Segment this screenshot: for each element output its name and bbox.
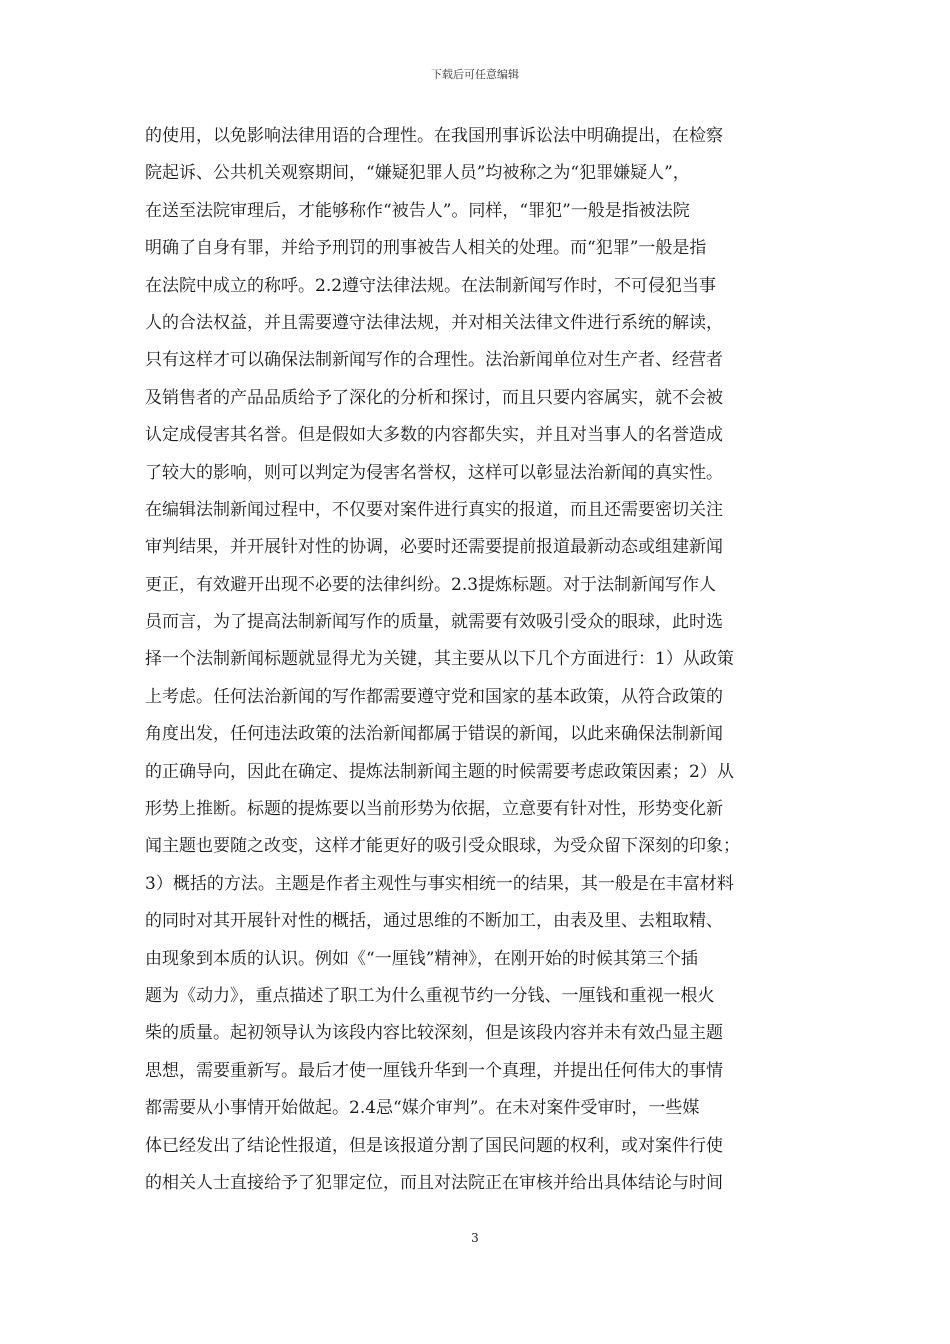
body-text xyxy=(145,118,809,1202)
text-line: 的同时对其开展针对性的概括，通过思维的不断加工，由表及里、去粗取精、 xyxy=(145,911,723,932)
text-line: 闻主题也要随之改变，这样才能更好的吸引受众眼球，为受众留下深刻的印象； xyxy=(145,836,740,857)
text-line: 形势上推断。标题的提炼要以当前形势为依据，立意要有针对性，形势变化新 xyxy=(145,799,723,820)
text-line: 上考虑。任何法治新闻的写作都需要遵守党和国家的基本政策，从符合政策的 xyxy=(145,686,723,707)
text-line: 题为《动力》，重点描述了职工为什么重视节约一分钱、一厘钱和重视一根火 xyxy=(145,985,715,1006)
text-line: 思想，需要重新写。最后才使一厘钱升华到一个真理，并提出任何伟大的事情 xyxy=(145,1060,723,1081)
text-line: 3）概括的方法。主题是作者主观性与事实相统一的结果，其一般是在丰富材料 xyxy=(145,873,734,894)
text-line: 在编辑法制新闻过程中，不仅要对案件进行真实的报道，而且还需要密切关注 xyxy=(145,499,723,520)
text-line: 的相关人士直接给予了犯罪定位，而且对法院正在审核并给出具体结论与时间 xyxy=(145,1172,723,1193)
text-line: 柴的质量。起初领导认为该段内容比较深刻，但是该段内容并未有效凸显主题 xyxy=(145,1023,723,1044)
text-line: 择一个法制新闻标题就显得尤为关键，其主要从以下几个方面进行：1）从政策 xyxy=(145,649,734,670)
text-line: 角度出发，任何违法政策的法治新闻都属于错误的新闻，以此来确保法制新闻 xyxy=(145,724,723,745)
header-note: 下载后可任意编辑 xyxy=(431,68,519,81)
text-line: 了较大的影响，则可以判定为侵害名誉权，这样可以彰显法治新闻的真实性。 xyxy=(145,462,723,483)
text-line: 明确了自身有罪，并给予刑罚的刑事被告人相关的处理。而“犯罪”一般是指 xyxy=(145,238,707,259)
text-line: 的正确导向，因此在确定、提炼法制新闻主题的时候需要考虑政策因素；2）从 xyxy=(145,761,734,782)
text-line: 及销售者的产品品质给予了深化的分析和探讨，而且只要内容属实，就不会被 xyxy=(145,387,723,408)
text-line: 由现象到本质的认识。例如《“一厘钱”精神》，在刚开始的时候其第三个插 xyxy=(145,948,698,969)
text-line: 认定成侵害其名誉。但是假如大多数的内容都失实，并且对当事人的名誉造成 xyxy=(145,425,723,446)
text-line: 更正，有效避开出现不必要的法律纠纷。2.3提炼标题。对于法制新闻写作人 xyxy=(145,574,717,595)
text-line: 员而言，为了提高法制新闻写作的质量，就需要有效吸引受众的眼球，此时选 xyxy=(145,612,723,633)
text-line: 在法院中成立的称呼。2.2遵守法律法规。在法制新闻写作时，不可侵犯当事 xyxy=(145,275,717,296)
text-line: 都需要从小事情开始做起。2.4忌“媒介审判”。在未对案件受审时，一些媒 xyxy=(145,1098,700,1119)
text-line: 的使用，以免影响法律用语的合理性。在我国刑事诉讼法中明确提出，在检察 xyxy=(145,126,723,146)
text-line: 人的合法权益，并且需要遵守法律法规，并对相关法律文件进行系统的解读， xyxy=(145,312,723,333)
text-line: 只有这样才可以确保法制新闻写作的合理性。法治新闻单位对生产者、经营者 xyxy=(145,350,723,371)
text-line: 院起诉、公共机关观察期间，“嫌疑犯罪人员”均被称之为“犯罪嫌疑人”， xyxy=(145,163,690,184)
text-line: 在送至法院审理后，才能够称作“被告人”。同样，“罪犯”一般是指被法院 xyxy=(145,200,690,221)
page-number: 3 xyxy=(471,1231,479,1245)
text-line: 体已经发出了结论性报道，但是该报道分割了国民问题的权利，或对案件行使 xyxy=(145,1135,723,1156)
text-line: 审判结果，并开展针对性的协调，必要时还需要提前报道最新动态或组建新闻 xyxy=(145,537,723,558)
